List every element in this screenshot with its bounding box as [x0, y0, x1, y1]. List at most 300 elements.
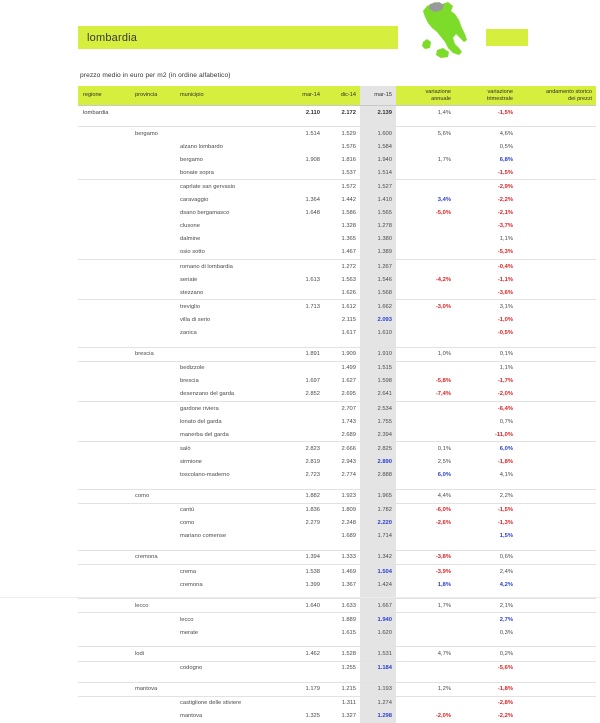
cell-mar14: 1.713 — [288, 300, 324, 314]
cell-variazione-trimestrale: -2,9% — [458, 180, 520, 194]
cell-provincia — [135, 578, 180, 591]
cell-mar15: 1.940 — [360, 153, 396, 166]
table-row — [78, 207, 596, 220]
cell-provincia — [135, 166, 180, 180]
cell-dic14: 1.327 — [341, 713, 356, 720]
cell-variazione-trimestrale: -11,0% — [494, 431, 513, 438]
cell-variazione-trimestrale: -2,1% — [497, 210, 513, 217]
cell-andamento-storico — [520, 710, 596, 723]
cell-regione — [78, 166, 135, 180]
cell-variazione-annuale: -7,4% — [435, 391, 451, 398]
cell-andamento-storico — [520, 696, 596, 710]
cell-municipio — [180, 550, 288, 564]
cell-regione — [78, 613, 135, 627]
cell-provincia — [135, 207, 180, 220]
cell-provincia — [135, 153, 180, 166]
table-row — [78, 180, 596, 194]
cell-regione — [78, 300, 135, 314]
cell-municipio: villa di serio — [180, 316, 211, 323]
cell-regione — [78, 517, 135, 530]
cell-provincia: brescia — [135, 347, 180, 361]
cell-variazione-annuale — [396, 327, 458, 340]
cell-dic14: 1.563 — [341, 276, 356, 283]
cell-mar14: 2.110 — [288, 106, 324, 120]
cell-variazione-annuale: -3,0% — [396, 300, 458, 314]
table-row — [78, 194, 596, 207]
cell-variazione-trimestrale: 1,1% — [499, 236, 513, 243]
cell-dic14: 2.666 — [324, 442, 360, 456]
cell-provincia — [135, 286, 180, 300]
cell-andamento-storico — [520, 106, 596, 120]
cell-mar15: 1.940 — [360, 613, 396, 627]
cell-andamento-storico — [520, 220, 596, 233]
cell-variazione-trimestrale: 1,1% — [458, 361, 520, 375]
cell-mar15: 1.389 — [360, 246, 396, 260]
cell-variazione-trimestrale: 2,2% — [458, 489, 520, 503]
cell-mar15: 1.565 — [360, 207, 396, 220]
cell-andamento-storico — [520, 415, 596, 428]
cell-andamento-storico — [520, 530, 596, 543]
cell-mar15: 2.641 — [360, 388, 396, 402]
cell-mar14 — [288, 233, 324, 246]
cell-variazione-trimestrale: 6,8% — [499, 156, 513, 163]
table-row — [78, 428, 596, 442]
cell-mar15: 1.184 — [360, 661, 396, 675]
table-row — [78, 468, 596, 481]
cell-dic14: 1.215 — [324, 682, 360, 696]
cell-mar14: 2.819 — [305, 458, 320, 465]
cell-regione — [78, 710, 135, 723]
cell-mar15: 1.410 — [360, 194, 396, 207]
cell-municipio: sirmione — [180, 458, 202, 465]
cell-variazione-annuale — [396, 428, 458, 442]
table-row — [78, 127, 596, 141]
cell-regione — [78, 455, 135, 468]
cell-andamento-storico — [520, 455, 596, 468]
table-row — [78, 347, 596, 361]
table-row — [78, 565, 596, 579]
cell-variazione-annuale — [396, 401, 458, 415]
cell-variazione-annuale: 1,2% — [396, 682, 458, 696]
table-caption: prezzo medio in euro per m2 (in ordine alfabetico) — [80, 72, 231, 79]
table-row — [78, 661, 596, 675]
cell-mar14: 1.836 — [288, 503, 324, 517]
cell-dic14: 1.612 — [324, 300, 360, 314]
cell-municipio: stezzano — [180, 289, 204, 296]
cell-mar14: 2.823 — [288, 442, 324, 456]
table-row — [78, 455, 596, 468]
cell-regione — [78, 599, 135, 613]
cell-regione — [78, 207, 135, 220]
table-row — [78, 273, 596, 286]
cell-mar14 — [288, 180, 324, 194]
cell-andamento-storico — [520, 207, 596, 220]
cell-municipio: como — [180, 520, 195, 527]
table-row — [78, 599, 596, 613]
cell-variazione-annuale — [396, 166, 458, 180]
cell-andamento-storico — [520, 388, 596, 402]
cell-andamento-storico — [520, 313, 596, 326]
cell-provincia — [135, 300, 180, 314]
cell-andamento-storico — [520, 166, 596, 180]
cell-dic14: 1.617 — [341, 330, 356, 337]
col-header-var-trim-line1: variazione — [487, 88, 513, 95]
cell-variazione-annuale: -2,0% — [435, 713, 451, 720]
cell-provincia — [135, 233, 180, 246]
cell-variazione-trimestrale: -1,5% — [458, 106, 520, 120]
cell-dic14: 1.367 — [341, 581, 356, 588]
cell-andamento-storico — [520, 428, 596, 442]
cell-mar15: 1.278 — [360, 220, 396, 233]
cell-provincia — [135, 503, 180, 517]
cell-mar14 — [288, 166, 324, 180]
cell-mar14: 1.538 — [288, 565, 324, 579]
cell-andamento-storico — [520, 375, 596, 388]
cell-mar14 — [288, 401, 324, 415]
cell-mar14: 1.514 — [288, 127, 324, 141]
brand-color-block — [486, 29, 528, 46]
cell-dic14: 1.442 — [341, 197, 356, 204]
cell-mar14: 1.394 — [288, 550, 324, 564]
cell-mar14: 1.648 — [305, 210, 320, 217]
cell-mar14: 1.462 — [288, 647, 324, 661]
cell-municipio — [180, 682, 288, 696]
cell-variazione-trimestrale: 2,4% — [458, 565, 520, 579]
cell-mar14 — [288, 661, 324, 675]
cell-mar15: 1.714 — [360, 530, 396, 543]
italy-map-icon — [415, 0, 477, 60]
cell-provincia — [135, 180, 180, 194]
cell-municipio: bedizzole — [180, 361, 288, 375]
cell-mar15: 1.193 — [360, 682, 396, 696]
cell-regione — [78, 503, 135, 517]
cell-variazione-annuale: 6,0% — [437, 471, 451, 478]
cell-provincia — [135, 140, 180, 153]
cell-variazione-annuale: -5,0% — [435, 210, 451, 217]
cell-provincia — [135, 530, 180, 543]
col-header-dic14: dic-14 — [324, 86, 360, 106]
cell-municipio: codogno — [180, 661, 288, 675]
cell-municipio: desenzano del garda — [180, 391, 235, 398]
cell-regione — [78, 327, 135, 340]
cell-mar14: 2.852 — [305, 391, 320, 398]
cell-municipio: lecco — [180, 613, 288, 627]
cell-andamento-storico — [520, 468, 596, 481]
cell-mar14 — [288, 626, 324, 639]
table-row — [78, 286, 596, 300]
cell-municipio: castiglione delle stiviere — [180, 696, 288, 710]
table-row — [78, 313, 596, 326]
cell-mar14: 1.640 — [288, 599, 324, 613]
cell-regione — [78, 194, 135, 207]
cell-mar15: 1.965 — [360, 489, 396, 503]
cell-municipio: clusone — [180, 223, 200, 230]
cell-variazione-annuale — [396, 140, 458, 153]
cell-variazione-trimestrale: 2,1% — [458, 599, 520, 613]
cell-municipio: cremona — [180, 581, 203, 588]
cell-andamento-storico — [520, 442, 596, 456]
cell-dic14: 1.311 — [324, 696, 360, 710]
cell-dic14: 1.816 — [341, 156, 356, 163]
cell-variazione-trimestrale: 0,2% — [458, 647, 520, 661]
cell-mar15: 1.531 — [360, 647, 396, 661]
cell-municipio: bonate sopra — [180, 169, 214, 176]
cell-municipio: caprlate san gervasio — [180, 180, 288, 194]
cell-mar14 — [288, 260, 324, 274]
cell-mar14: 2.279 — [305, 520, 320, 527]
cell-dic14: 1.333 — [324, 550, 360, 564]
cell-municipio: bergamo — [180, 156, 203, 163]
table-row — [78, 260, 596, 274]
cell-mar15: 1.667 — [360, 599, 396, 613]
cell-municipio: manerba del garda — [180, 431, 229, 438]
cell-provincia — [135, 246, 180, 260]
cell-regione — [78, 260, 135, 274]
price-table-wrapper — [78, 86, 592, 723]
cell-municipio: alzano lombardo — [180, 143, 223, 150]
page-title: lombardia — [87, 31, 138, 44]
table-row — [78, 530, 596, 543]
cell-mar14: 1.179 — [288, 682, 324, 696]
cell-dic14: 1.365 — [341, 236, 356, 243]
cell-dic14: 1.255 — [324, 661, 360, 675]
cell-regione — [78, 273, 135, 286]
cell-mar14: 1.908 — [305, 156, 320, 163]
cell-municipio: toscolano-maderno — [180, 471, 230, 478]
cell-mar14 — [288, 696, 324, 710]
cell-regione — [78, 127, 135, 141]
cell-mar15: 1.274 — [360, 696, 396, 710]
cell-regione — [78, 468, 135, 481]
cell-andamento-storico — [520, 682, 596, 696]
cell-variazione-trimestrale: -3,6% — [497, 289, 513, 296]
cell-municipio: treviglio — [180, 300, 288, 314]
cell-provincia — [135, 401, 180, 415]
cell-andamento-storico — [520, 517, 596, 530]
cell-dic14: 2.115 — [341, 316, 356, 323]
cell-mar15: 1.584 — [360, 140, 396, 153]
cell-andamento-storico — [520, 550, 596, 564]
cell-andamento-storico — [520, 489, 596, 503]
cell-municipio — [180, 647, 288, 661]
cell-mar14 — [288, 327, 324, 340]
cell-andamento-storico — [520, 260, 596, 274]
cell-variazione-trimestrale: -5,6% — [458, 661, 520, 675]
table-spacer-row — [78, 639, 596, 647]
cell-provincia — [135, 696, 180, 710]
table-row — [78, 647, 596, 661]
cell-provincia: lodi — [135, 647, 180, 661]
cell-municipio: lonato del garda — [180, 418, 222, 425]
cell-variazione-annuale — [396, 233, 458, 246]
table-row — [78, 220, 596, 233]
cell-mar14 — [288, 428, 324, 442]
col-header-var-trim-line2: trimestrale — [486, 95, 513, 102]
cell-dic14: 2.707 — [324, 401, 360, 415]
cell-variazione-annuale: 1,7% — [437, 156, 451, 163]
cell-municipio: crema — [180, 565, 288, 579]
col-header-provincia: provincia — [135, 86, 180, 106]
cell-municipio: salò — [180, 442, 288, 456]
table-row — [78, 696, 596, 710]
cell-variazione-annuale: 0,1% — [396, 442, 458, 456]
table-header-row — [78, 86, 596, 106]
cell-dic14: 1.328 — [341, 223, 356, 230]
cell-variazione-annuale — [396, 260, 458, 274]
cell-mar14 — [288, 415, 324, 428]
col-header-andamento-storico — [520, 86, 596, 106]
cell-variazione-annuale: -2,6% — [435, 520, 451, 527]
col-header-andamento-line1: andamento storico — [545, 88, 592, 95]
cell-andamento-storico — [520, 503, 596, 517]
cell-provincia — [135, 415, 180, 428]
cell-provincia — [135, 565, 180, 579]
cell-municipio: dalmine — [180, 236, 201, 243]
cell-regione: lombardia — [78, 106, 135, 120]
cell-municipio: cantù — [180, 503, 288, 517]
cell-provincia — [135, 194, 180, 207]
cell-andamento-storico — [520, 286, 596, 300]
table-row — [78, 153, 596, 166]
cell-mar14 — [288, 220, 324, 233]
cell-mar15: 2.534 — [360, 401, 396, 415]
cell-municipio — [180, 489, 288, 503]
cell-andamento-storico — [520, 565, 596, 579]
cell-municipio — [180, 599, 288, 613]
table-row — [78, 710, 596, 723]
cell-mar15: 1.514 — [360, 166, 396, 180]
cell-variazione-trimestrale: 6,0% — [458, 442, 520, 456]
cell-dic14: 2.248 — [341, 520, 356, 527]
cell-provincia — [135, 375, 180, 388]
cell-variazione-annuale: -3,9% — [396, 565, 458, 579]
cell-regione — [78, 220, 135, 233]
col-header-regione: regione — [78, 86, 135, 106]
table-row — [78, 388, 596, 402]
table-row — [78, 375, 596, 388]
cell-municipio: caravaggio — [180, 197, 209, 204]
cell-mar14: 1.399 — [305, 581, 320, 588]
cell-mar14: 2.723 — [305, 471, 320, 478]
cell-andamento-storico — [520, 153, 596, 166]
cell-dic14: 1.743 — [341, 418, 356, 425]
cell-dic14: 1.923 — [324, 489, 360, 503]
cell-dic14: 1.909 — [324, 347, 360, 361]
cell-dic14: 1.469 — [324, 565, 360, 579]
cell-mar14: 1.882 — [288, 489, 324, 503]
table-row — [78, 682, 596, 696]
cell-variazione-annuale: 1,4% — [396, 106, 458, 120]
cell-mar15: 1.755 — [360, 415, 396, 428]
cell-municipio — [180, 106, 288, 120]
cell-regione — [78, 246, 135, 260]
cell-dic14: 1.576 — [341, 143, 356, 150]
cell-dic14: 2.774 — [341, 471, 356, 478]
cell-variazione-annuale — [396, 415, 458, 428]
page-header — [0, 0, 600, 62]
cell-variazione-annuale — [396, 313, 458, 326]
cell-regione — [78, 361, 135, 375]
cell-mar15: 1.527 — [360, 180, 396, 194]
cell-variazione-trimestrale: -1,8% — [458, 682, 520, 696]
cell-variazione-annuale: 5,6% — [396, 127, 458, 141]
cell-andamento-storico — [520, 194, 596, 207]
cell-variazione-annuale: 3,4% — [437, 197, 451, 204]
cell-provincia: mantova — [135, 682, 180, 696]
cell-andamento-storico — [520, 233, 596, 246]
cell-andamento-storico — [520, 127, 596, 141]
cell-mar15: 1.515 — [360, 361, 396, 375]
cell-mar14: 1.325 — [305, 713, 320, 720]
cell-variazione-trimestrale: -0,5% — [497, 330, 513, 337]
cell-variazione-trimestrale: 0,7% — [499, 418, 513, 425]
table-spacer-row — [78, 675, 596, 683]
cell-dic14: 2.689 — [341, 431, 356, 438]
cell-mar15: 1.546 — [360, 273, 396, 286]
table-row — [78, 300, 596, 314]
cell-provincia — [135, 388, 180, 402]
cell-dic14: 2.943 — [341, 458, 356, 465]
cell-andamento-storico — [520, 647, 596, 661]
cell-dic14: 1.572 — [324, 180, 360, 194]
cell-variazione-trimestrale: -1,0% — [497, 316, 513, 323]
cell-municipio: mariano comense — [180, 533, 227, 540]
cell-regione — [78, 347, 135, 361]
cell-andamento-storico — [520, 661, 596, 675]
cell-municipio: brescia — [180, 378, 199, 385]
table-row — [78, 489, 596, 503]
cell-dic14: 1.467 — [341, 249, 356, 256]
table-row — [78, 626, 596, 639]
cell-mar15: 1.600 — [360, 127, 396, 141]
table-body — [78, 106, 596, 723]
cell-andamento-storico — [520, 180, 596, 194]
cell-andamento-storico — [520, 273, 596, 286]
cell-mar14: 1.891 — [288, 347, 324, 361]
cell-dic14: 1.529 — [324, 127, 360, 141]
cell-variazione-trimestrale: -1,1% — [497, 276, 513, 283]
cell-municipio: zanica — [180, 330, 197, 337]
cell-regione — [78, 647, 135, 661]
cell-variazione-trimestrale: 3,1% — [458, 300, 520, 314]
cell-provincia: como — [135, 489, 180, 503]
cell-andamento-storico — [520, 246, 596, 260]
cell-dic14: 1.626 — [341, 289, 356, 296]
cell-regione — [78, 550, 135, 564]
table-row — [78, 415, 596, 428]
table-spacer-row — [78, 543, 596, 551]
cell-variazione-annuale: 1,7% — [396, 599, 458, 613]
cell-mar15: 1.598 — [360, 375, 396, 388]
table-row — [78, 140, 596, 153]
cell-municipio: dsano bergamasco — [180, 210, 230, 217]
cell-regione — [78, 180, 135, 194]
cell-andamento-storico — [520, 613, 596, 627]
footer-divider — [0, 597, 600, 598]
cell-provincia — [135, 428, 180, 442]
cell-andamento-storico — [520, 140, 596, 153]
cell-mar14: 1.697 — [305, 378, 320, 385]
cell-mar15: 2.093 — [360, 313, 396, 326]
cell-provincia — [135, 517, 180, 530]
cell-provincia — [135, 626, 180, 639]
cell-mar15: 2.394 — [360, 428, 396, 442]
table-row — [78, 613, 596, 627]
cell-provincia — [135, 273, 180, 286]
cell-regione — [78, 442, 135, 456]
cell-variazione-annuale — [396, 246, 458, 260]
cell-mar14 — [288, 246, 324, 260]
